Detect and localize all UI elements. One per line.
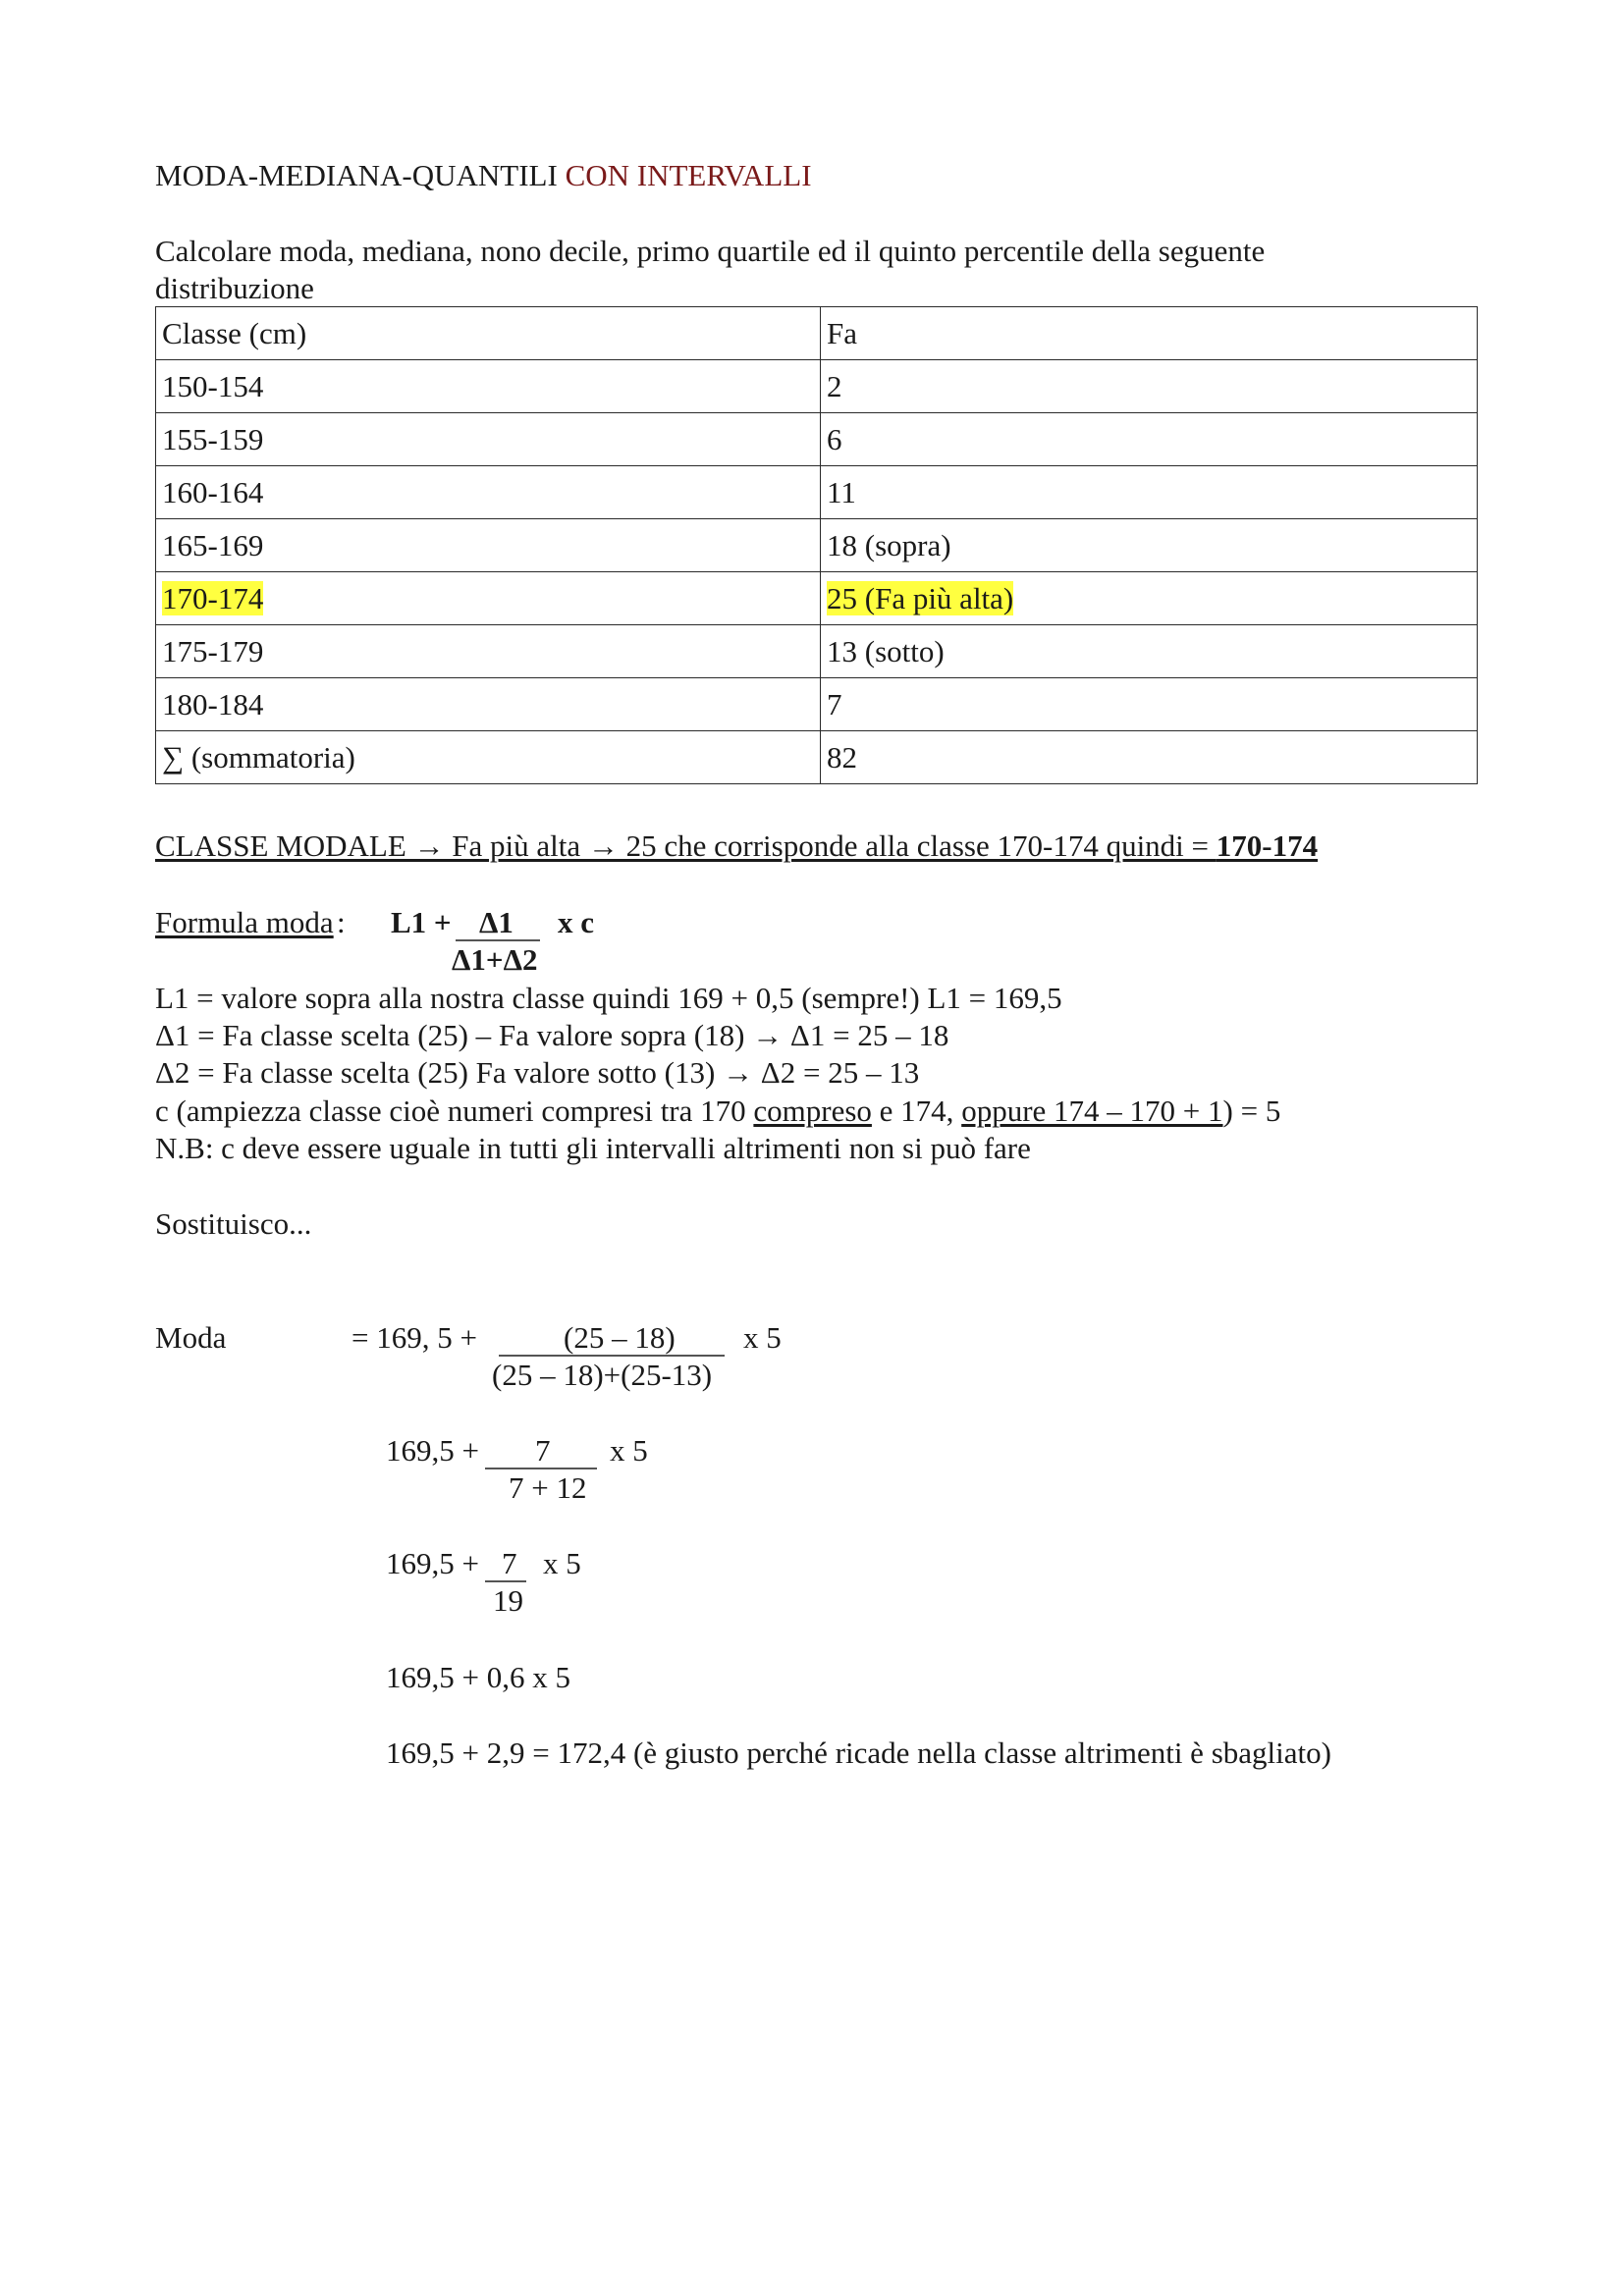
intro-line-2: distribuzione xyxy=(155,271,314,305)
table-cell-fa: 6 xyxy=(821,413,1478,466)
explanation-nb: N.B: c deve essere uguale in tutti gli intervalli altrimenti non si può fare xyxy=(155,1131,1031,1165)
formula-numerator: Δ1 xyxy=(479,905,514,939)
table-cell-fa: 7 xyxy=(821,678,1478,731)
table-row xyxy=(156,678,1478,731)
table-cell-classe xyxy=(156,572,821,625)
explanation-delta1: Δ1 = Fa classe scelta (25) – Fa valore sopra (18) → Δ1 = 25 – 18 xyxy=(155,1018,949,1052)
title-part-1: MODA-MEDIANA-QUANTILI xyxy=(155,158,566,192)
step1-times: x 5 xyxy=(743,1320,782,1355)
formula-times-c: x c xyxy=(558,905,595,939)
classe-modale-line xyxy=(155,828,1318,864)
explanation-c-part5: ) = 5 xyxy=(1222,1094,1281,1128)
table-row xyxy=(156,360,1478,413)
table-cell-classe: 175-179 xyxy=(156,625,821,678)
table-cell-fa: 18 (sopra) xyxy=(821,519,1478,572)
table-cell-fa: 2 xyxy=(821,360,1478,413)
explanation-l1: L1 = valore sopra alla nostra classe quindi 169 + 0,5 (sempre!) L1 = 169,5 xyxy=(155,981,1062,1015)
explanation-c xyxy=(155,1093,1280,1129)
explanation-c-compreso: compreso xyxy=(753,1094,872,1128)
step2-numerator: 7 xyxy=(535,1433,551,1468)
explanation-c-part1: c (ampiezza classe cioè numeri compresi tra 170 xyxy=(155,1094,754,1128)
step5-result: 169,5 + 2,9 = 172,4 (è giusto perché ricade nella classe altrimenti è sbagliato) xyxy=(386,1735,1331,1770)
step2-denominator: 7 + 12 xyxy=(509,1470,587,1505)
moda-label: Moda xyxy=(155,1320,227,1355)
table-cell-classe: 150-154 xyxy=(156,360,821,413)
explanation-delta2: Δ2 = Fa classe scelta (25) Fa valore sotto (13) → Δ2 = 25 – 13 xyxy=(155,1055,920,1090)
step3-numerator: 7 xyxy=(502,1546,517,1580)
table-row xyxy=(156,519,1478,572)
table-header-row xyxy=(156,307,1478,360)
table-cell-classe: 165-169 xyxy=(156,519,821,572)
step4-line: 169,5 + 0,6 x 5 xyxy=(386,1660,570,1694)
step2-times: x 5 xyxy=(610,1433,648,1468)
step1-denominator: (25 – 18)+(25-13) xyxy=(492,1358,713,1392)
sostituisco-text: Sostituisco... xyxy=(155,1206,312,1241)
header-classe: Classe (cm) xyxy=(156,307,821,360)
formula-l1: L1 + xyxy=(391,905,452,939)
formula-denominator: Δ1+Δ2 xyxy=(452,942,538,977)
table-cell-classe: 155-159 xyxy=(156,413,821,466)
table-row-modal xyxy=(156,572,1478,625)
table-cell-fa: 82 xyxy=(821,731,1478,784)
classe-modale-text: CLASSE MODALE → Fa più alta → 25 che corrisponde alla classe 170-174 quindi = xyxy=(155,828,1217,863)
highlighted-fa: 25 (Fa più alta) xyxy=(827,580,1014,615)
explanation-c-part3: e 174, xyxy=(871,1094,962,1128)
step1-numerator: (25 – 18) xyxy=(564,1320,676,1355)
table-row xyxy=(156,466,1478,519)
table-cell-classe: ∑ (sommatoria) xyxy=(156,731,821,784)
formula-colon: : xyxy=(337,905,346,939)
intro-line-1: Calcolare moda, mediana, nono decile, primo quartile ed il quinto percentile della seguente xyxy=(155,234,1266,268)
table-cell-fa: 11 xyxy=(821,466,1478,519)
step3-prefix: 169,5 + xyxy=(386,1546,479,1580)
step1-prefix: = 169, 5 + xyxy=(352,1320,477,1355)
highlighted-classe: 170-174 xyxy=(162,580,264,615)
table-cell-classe: 180-184 xyxy=(156,678,821,731)
table-cell-classe: 160-164 xyxy=(156,466,821,519)
distribution-table xyxy=(155,306,1478,784)
classe-modale-value: 170-174 xyxy=(1216,828,1319,863)
table-row xyxy=(156,625,1478,678)
step3-denominator: 19 xyxy=(493,1583,523,1618)
step3-times: x 5 xyxy=(543,1546,581,1580)
formula-label: Formula moda xyxy=(155,905,334,939)
table-cell-fa xyxy=(821,572,1478,625)
header-fa: Fa xyxy=(821,307,1478,360)
table-cell-fa: 13 (sotto) xyxy=(821,625,1478,678)
table-row-total xyxy=(156,731,1478,784)
page-title xyxy=(155,157,812,193)
table-row xyxy=(156,413,1478,466)
step2-prefix: 169,5 + xyxy=(386,1433,479,1468)
explanation-c-oppure: oppure 174 – 170 + 1 xyxy=(961,1094,1223,1128)
title-part-2: CON INTERVALLI xyxy=(565,158,812,192)
